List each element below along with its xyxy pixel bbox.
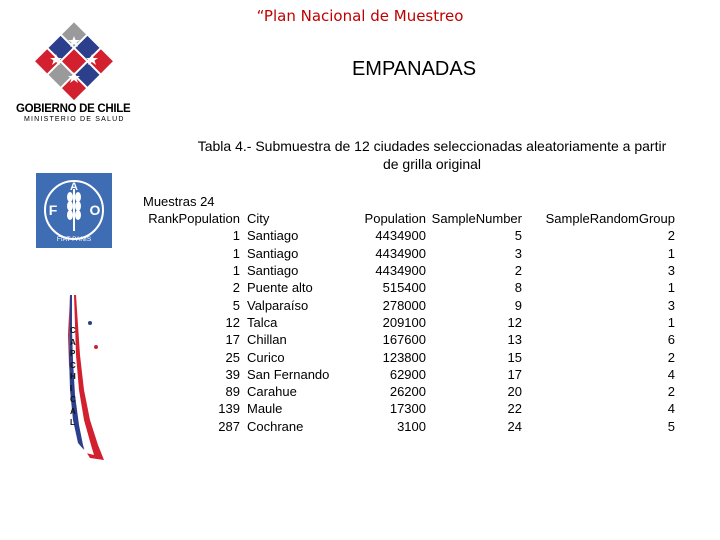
sample-count-label: Muestras 24 (143, 194, 215, 209)
cell-city: Valparaíso (247, 297, 309, 313)
cell-sample-group: 5 (667, 418, 675, 434)
table-row (143, 314, 675, 331)
cell-city: Santiago (247, 263, 299, 279)
table-row (143, 331, 675, 348)
cell-population: 4434900 (375, 228, 426, 244)
cell-city: Carahue (247, 384, 297, 400)
cell-rank: 17 (225, 332, 240, 348)
table-row (143, 262, 675, 279)
page-title: “Plan Nacional de Muestreo (256, 7, 464, 25)
cell-city: Cochrane (247, 418, 304, 434)
cell-rank: 1 (232, 228, 240, 244)
cell-sample-number: 20 (507, 384, 522, 400)
cell-city: Santiago (247, 245, 299, 261)
caption-line-2: de grilla original (382, 156, 482, 172)
cell-population: 278000 (382, 297, 426, 313)
cell-sample-number: 2 (514, 263, 522, 279)
chile-map-icon (60, 295, 104, 460)
sample-table (143, 210, 675, 435)
map-letter: C (70, 395, 76, 404)
cell-population: 26200 (389, 384, 426, 400)
cell-rank: 1 (232, 245, 240, 261)
cell-sample-group: 1 (667, 245, 675, 261)
map-letter: P (70, 349, 76, 358)
caption-line-1: Tabla 4.- Submuestra de 12 ciudades seleccionadas aleatoriamente a partir (197, 138, 667, 154)
fao-letter-f: F (48, 202, 58, 218)
cell-city: Maule (247, 401, 283, 417)
table-row (143, 400, 675, 417)
cell-sample-number: 3 (514, 245, 522, 261)
cell-population: 167600 (382, 332, 426, 348)
cell-rank: 1 (232, 263, 240, 279)
cell-sample-group: 2 (667, 384, 675, 400)
cell-sample-number: 24 (507, 418, 522, 434)
table-row (143, 418, 675, 435)
cell-rank: 287 (218, 418, 240, 434)
cell-city: Santiago (247, 228, 299, 244)
column-header-population: Population (364, 211, 426, 227)
table-row (143, 348, 675, 365)
column-header-sample-number: SampleNumber (431, 211, 522, 227)
cell-rank: 39 (225, 366, 240, 382)
column-header-city: City (247, 211, 270, 227)
cell-city: San Fernando (247, 366, 330, 382)
cell-sample-group: 4 (667, 366, 675, 382)
cell-rank: 12 (225, 314, 240, 330)
map-letter: A (70, 337, 76, 347)
map-letter: C (70, 360, 76, 370)
cell-population: 62900 (389, 366, 426, 382)
cell-sample-number: 15 (507, 349, 522, 365)
cell-sample-group: 4 (667, 401, 675, 417)
cell-population: 4434900 (375, 263, 426, 279)
table-caption (182, 137, 682, 173)
fao-letter-o: O (89, 202, 101, 218)
subject-heading: EMPANADAS (351, 58, 477, 80)
cell-city: Puente alto (247, 280, 313, 296)
cell-population: 123800 (382, 349, 426, 365)
table-row (143, 366, 675, 383)
table-row (143, 296, 675, 313)
table-row (143, 279, 675, 296)
map-letter: L (70, 418, 75, 427)
map-letter: C (70, 326, 76, 335)
cell-sample-group: 3 (667, 263, 675, 279)
cell-city: Chillan (247, 332, 287, 348)
cell-population: 515400 (382, 280, 426, 296)
fao-motto: FIAT PANIS (56, 236, 92, 243)
cell-rank: 2 (232, 280, 240, 296)
cell-rank: 139 (218, 401, 240, 417)
cell-population: 17300 (389, 401, 426, 417)
cell-sample-number: 12 (507, 314, 522, 330)
cell-sample-group: 3 (667, 297, 675, 313)
cell-sample-number: 5 (514, 228, 522, 244)
cell-sample-group: 1 (667, 314, 675, 330)
cell-rank: 5 (232, 297, 240, 313)
gov-logo-name: GOBIERNO DE CHILE (16, 103, 131, 115)
map-letter: A (70, 406, 76, 416)
cell-city: Talca (247, 314, 278, 330)
cell-population: 4434900 (375, 245, 426, 261)
cell-sample-group: 2 (667, 228, 675, 244)
column-header-sample-group: SampleRandomGroup (545, 211, 675, 227)
fao-logo (36, 173, 112, 248)
cell-sample-group: 2 (667, 349, 675, 365)
cell-sample-number: 8 (514, 280, 522, 296)
table-row (143, 227, 675, 244)
cell-sample-number: 13 (507, 332, 522, 348)
column-header-rank: RankPopulation (148, 211, 240, 227)
cell-population: 209100 (382, 314, 426, 330)
cell-sample-number: 17 (507, 366, 522, 382)
gov-logo-ministry: MINISTERIO DE SALUD (24, 116, 125, 123)
table-row (143, 383, 675, 400)
table-row (143, 245, 675, 262)
cell-city: Curico (247, 349, 285, 365)
table-header-row (143, 210, 675, 227)
cell-sample-group: 1 (667, 280, 675, 296)
map-letters (70, 325, 80, 429)
fao-letter-a: A (70, 181, 78, 193)
map-letter: I (70, 383, 73, 393)
cell-sample-number: 9 (514, 297, 522, 313)
cell-sample-number: 22 (507, 401, 522, 417)
cell-rank: 25 (225, 349, 240, 365)
map-letter: H (70, 372, 76, 381)
cell-population: 3100 (397, 418, 426, 434)
cell-sample-group: 6 (667, 332, 675, 348)
cell-rank: 89 (225, 384, 240, 400)
